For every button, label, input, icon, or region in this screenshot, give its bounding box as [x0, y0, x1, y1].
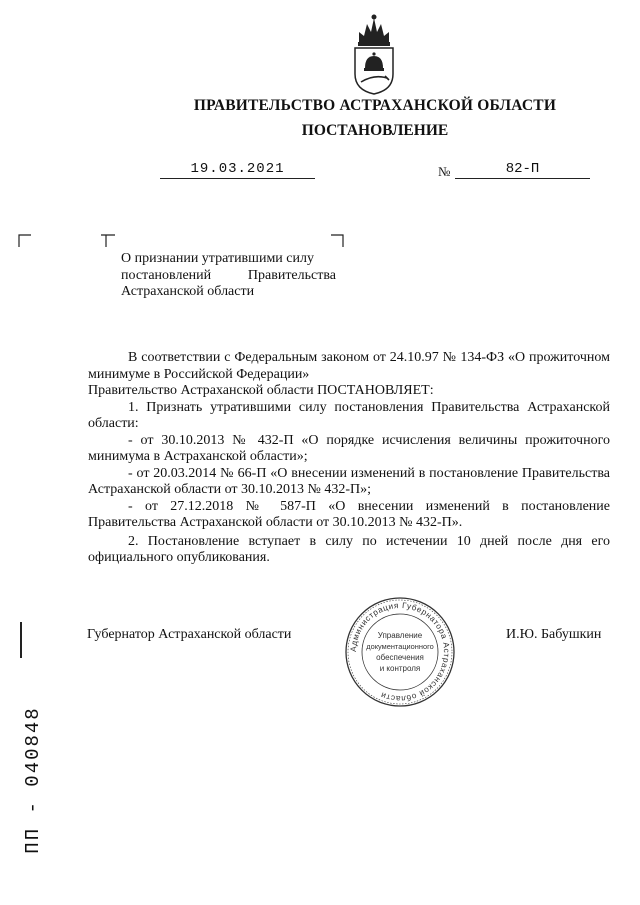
form-serial-number: [20, 700, 46, 860]
subject-word: Правительства: [247, 267, 336, 283]
coat-of-arms-emblem: [349, 12, 399, 96]
resolution-clause: Правительство Астраханской области ПОСТАНОВЛЯЕТ:: [88, 383, 434, 398]
number-underline: [455, 178, 590, 179]
repealed-act-1: - от 30.10.2013 № 432-П «О порядке исчисления величины прожиточного минимума в Астраханской области»;: [88, 432, 610, 464]
number-sign: №: [438, 164, 451, 179]
document-type-title: ПОСТАНОВЛЕНИЕ: [301, 122, 449, 139]
svg-text:Администрация Губернатора Астр: [349, 601, 451, 703]
subject-line: О признании утратившими силу: [121, 251, 314, 266]
item-1-paragraph: 1. Признать утратившими силу постановления Правительства Астраханской области:: [88, 399, 610, 431]
government-title: ПРАВИТЕЛЬСТВО АСТРАХАНСКОЙ ОБЛАСТИ: [193, 97, 557, 114]
subject-corner-mark-left: [100, 234, 116, 248]
subject-line: Астраханской области: [121, 284, 255, 299]
document-subject: [121, 251, 336, 301]
stamp-line: Управление: [377, 631, 423, 640]
document-number: 82-П: [505, 161, 540, 177]
subject-word: постановлений: [121, 267, 212, 283]
official-stamp: [344, 596, 456, 708]
date-underline: [160, 178, 315, 179]
preamble-paragraph: В соответствии с Федеральным законом от 24.10.97 № 134-ФЗ «О прожиточном минимуме в Российской Федерации»: [88, 350, 610, 382]
margin-bar: [20, 622, 22, 658]
form-serial-text: ПП - 040848: [22, 706, 44, 854]
repealed-act-2: - от 20.03.2014 № 66-П «О внесении изменений в постановление Правительства Астраханской области от 30.10.2013 № 432-П»;: [88, 465, 610, 497]
item-2-paragraph: 2. Постановление вступает в силу по истечении 10 дней после дня его официального опубликования.: [88, 533, 610, 565]
subject-corner-mark-right: [330, 234, 344, 248]
stamp-line: обеспечения: [376, 653, 424, 662]
stamp-line: документационного: [366, 642, 434, 651]
document-body: [88, 350, 610, 567]
stamp-ring-text: Администрация Губернатора Астраханской области: [348, 600, 452, 704]
signer-name: И.Ю. Бабушкин: [506, 627, 602, 642]
document-date: 19.03.2021: [190, 161, 285, 177]
repealed-act-3: - от 27.12.2018 № 587-П «О внесении изменений в постановление Правительства Астраханской области от 30.10.2013 № 432-П».: [88, 498, 610, 530]
stamp-line: и контроля: [379, 664, 421, 673]
left-corner-mark: [18, 234, 32, 248]
subject-line: [121, 268, 336, 285]
signer-position: Губернатор Астраханской области: [87, 627, 292, 642]
